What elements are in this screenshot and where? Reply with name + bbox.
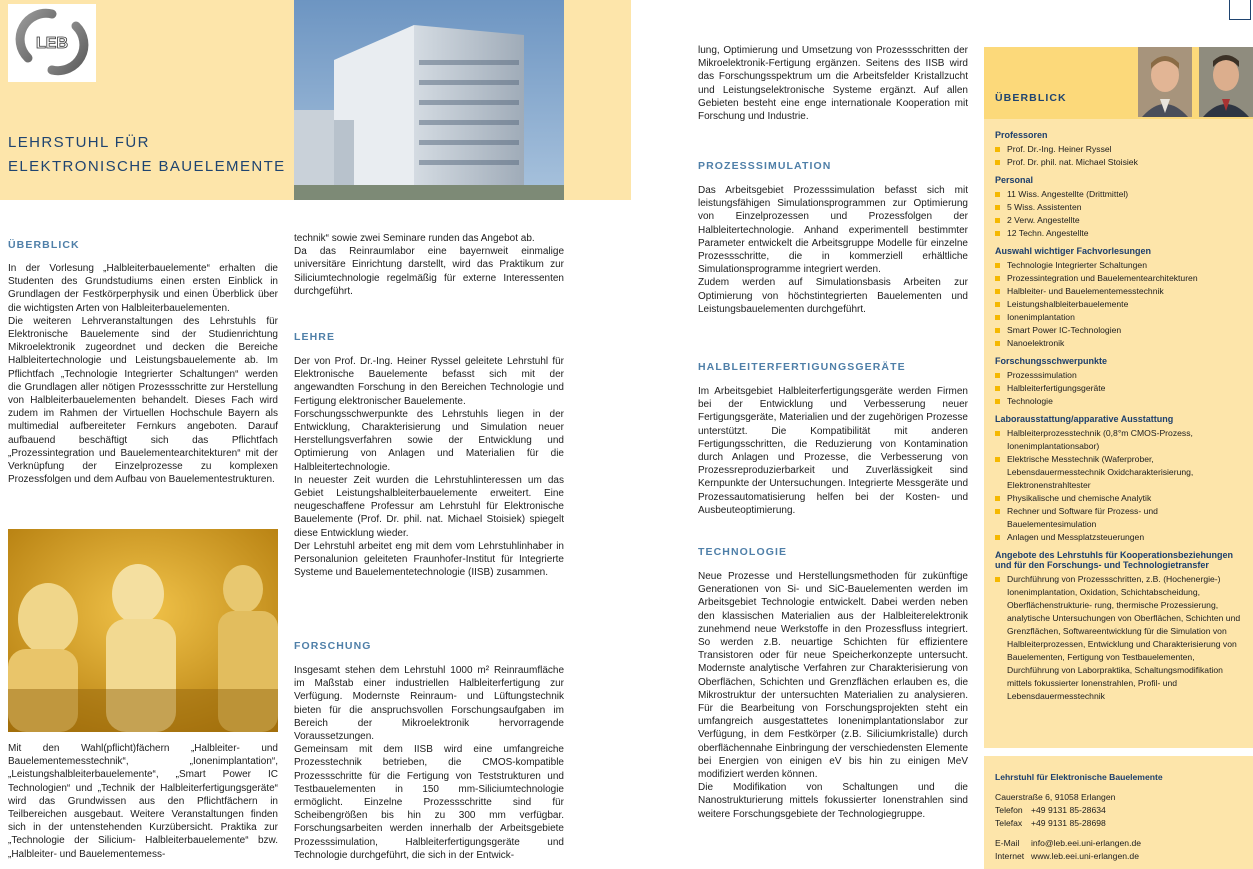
sidebar-list-forschungsschwerpunkte [995,369,1245,408]
section-heading-prozesssimulation: PROZESSSIMULATION [698,160,832,172]
list-item: Prozessintegration und Bauelementearchitekturen [995,272,1245,285]
logo-icon [8,4,96,82]
section-heading-forschung: FORSCHUNG [294,640,372,652]
col2-intro: technik“ sowie zwei Seminare runden das Angebot ab. Da das Reinraumlabor eine bayernweit einmalige universitäre Einrichtung darstellt, wird das Praktikum zur Siliciumtechnologie regelmäßig für externe Interessenten durchgeführt. [294,233,564,297]
logo [8,4,96,82]
list-item: Ionenimplantation [995,311,1245,324]
section-heading-technologie: TECHNOLOGIE [698,546,788,558]
sidebar-content [995,130,1245,709]
portrait-ryssel [1138,47,1192,117]
contact-telefon: Telefon +49 9131 85-28634 [995,805,1106,815]
list-item: Durchführung von Prozessschritten, z.B. (Hochenergie-) Ionenimplantation, Oxidation, Schichtabscheidung, Oberflächenstrukturie- rung, thermische Prozessierung, analytische Untersuchungen von Oberflächen, Schichten und Grenzflächen, Softwareentwicklung für die Simulation von Halbleiterprozessen, Entwicklung und Charakterisierung von Bauelementen, Fertigung von Testbauelementen, Durchführung von Laborpraktika, Schaltungsmodifikation mittels fokussierter Ionenstrahlen, Profil- und Lebensdauermesstechnik [995,573,1245,703]
list-item: Anlagen und Messplatzsteuerungen [995,531,1245,544]
list-item: Technologie [995,395,1245,408]
sidebar-heading-professoren: Professoren [995,130,1048,140]
contact-internet: Internet www.leb.eei.uni-erlangen.de [995,851,1139,861]
list-item: Physikalische und chemische Analytik [995,492,1245,505]
list-item: Technologie Integrierter Schaltungen [995,259,1245,272]
sidebar-title: ÜBERBLICK [995,92,1067,104]
sidebar-list-fachvorlesungen [995,259,1245,350]
list-item: Rechner und Software für Prozess- und Bauelementesimulation [995,505,1245,531]
list-item: 11 Wiss. Angestellte (Drittmittel) [995,188,1245,201]
contact-details [995,771,1245,863]
portrait-stoisiek [1199,47,1253,117]
list-item: Prof. Dr.-Ing. Heiner Ryssel [995,143,1245,156]
list-item: 2 Verw. Angestellte [995,214,1245,227]
col2-forschung-text: Insgesamt stehen dem Lehrstuhl 1000 m² Reinraumfläche im Maßstab einer industriellen Halbleiterfertigung zur Verfügung. Modernste Reinraum- und Lüftungstechnik bieten für die anspruchsvollen Forschungsaufgaben im Bereich der Mikroelektronik hervorragende Voraussetzungen. Gemeinsam mit dem IISB wird eine umfangreiche Prozesstechnik betrieben, die CMOS-kompatible Prozessschritte für die Fertigung von Teststrukturen und Testbauelementen in 150 mm-Siliciumtechnologie ermöglicht. Einzelne Prozessschritte sind für Scheibengrößen bis hin zu 300 mm verfügbar. Forschungsarbeiten werden innerhalb der Arbeitsgebiete Prozesssimulation, Halbleiterfertigungsgeräte und Technologie durchgeführt, die sich in der Entwick- [294,665,564,861]
page-title: LEHRSTUHL FÜR ELEKTRONISCHE BAUELEMENTE [8,134,286,175]
section-heading-geraete: HALBLEITERFERTIGUNGSGERÄTE [698,361,906,373]
section-heading-ueberblick: ÜBERBLICK [8,239,80,251]
sidebar-list-personal [995,188,1245,240]
col3-sim-text: Das Arbeitsgebiet Prozesssimulation befasst sich mit leistungsfähigen Simulationsprogrammen zur Optimierung von Einzelprozessen und Prozessfolgen der Halbleitertechnologie. Anhand experimentell bestimmter Parameter entwickelt die Arbeitsgruppe Modelle für einzelne Prozessschritte, die in kommerziell erhältliche Simulationsprogramme integriert werden. Zudem werden auf Simulationsbasis Arbeiten zur Optimierung von höchstintegrierten Bauelementen und Leistungsbauelementen durchgeführt. [698,185,968,315]
list-item: 12 Techn. Angestellte [995,227,1245,240]
list-item: Halbleiterfertigungsgeräte [995,382,1245,395]
col3-geraete-text: Im Arbeitsgebiet Halbleiterfertigungsgeräte werden Firmen bei der Entwicklung und Verbesserung neuer Fertigungsgeräte, Materialien und der zugehörigen Prozesse unterstützt. Die Kompatibilität mit anderen Fertigungsschritten, die Reduzierung von Kontamination durch Anlagen und Prozesse, die Verbesserung von Prozessreproduzierbarkeit und Zuverlässigkeit sind Kernpunkte der Untersuchungen. Integrierte Messgeräte und Prozessautomatisierung helfen bei der Kosten- und Ausbeuteoptimierung. [698,386,968,516]
sidebar-heading-fachvorlesungen: Auswahl wichtiger Fachvorlesungen [995,246,1152,256]
list-item: Prozesssimulation [995,369,1245,382]
col3-tech-text: Neue Prozesse und Herstellungsmethoden für zukünftige Generationen von Si- und SiC-Bauelementen werden im Arbeitsgebiet Technologie entwickelt. Dabei werden neben den klassischen Materialien aus der Halbleiterelektronik zunehmend neue Werkstoffe in den Prozessfluss integriert. So werden z.B. neuartige Schichten für effizientere Transistoren oder für neue Speicherkonzepte untersucht. Modernste analytische Verfahren zur Charakterisierung von Oberflächen, Schichten und Grenzflächen erlauben es, die Mikrostruktur der untersuchten Materialien zu analysieren. Für die Bearbeitung von Forschungsprojekten steht ein umfangreich ausgestattetes Ionenimplantationslabor zur Verfügung, in dem Festkörper (z.B. Siliciumkristalle) durch oberflächennahe Einbringung der verschiedensten Elemente bei Energien von einigen eV bis hin zu einigen MeV modifiziert werden können. Die Modifikation von Schaltungen und die Nanostrukturierung mittels fokussierter Ionenstrahlen sind weitere Forschungsgebiete der Technologiegruppe. [698,571,968,820]
contact-telefax: Telefax +49 9131 85-28698 [995,818,1106,828]
cleanroom-photo [8,529,278,732]
col1-text-after-photo: Mit den Wahl(pflicht)fächern „Halbleiter- und Bauelementemesstechnik“, „Ionenimplantation“, „Leistungshalbleiterbauelemente“, „Smart Power IC Technologien“ und „Technik der Halbleiterfertigungsgeräte“ wird das Grundwissen aus den Pflichtfächern in Teilbereichen ausgebaut. Weitere Veranstaltungen finden sich in der untenstehenden Kurzübersicht. Praktika zur „Technologie der Silicium- Halbleiterbauelemente“ bzw. „Halbleiter- und Bauelementemess- [8,743,278,860]
sidebar-heading-forschungsschwerpunkte: Forschungsschwerpunkte [995,356,1108,366]
col3-intro: lung, Optimierung und Umsetzung von Prozessschritten der Mikroelektronik-Fertigung ergänzen. Seitens des IISB wird das Forschungsspektrum um die Arbeitsfelder Kristallzucht und Leistungselektronische Systeme ergänzt. Auf allen Gebieten besteht eine enge internationale Kooperation mit Forschung und Industrie. [698,45,968,123]
sidebar-list-angebote [995,573,1245,703]
list-item: Smart Power IC-Technologien [995,324,1245,337]
list-item: Prof. Dr. phil. nat. Michael Stoisiek [995,156,1245,169]
sidebar-heading-angebote: Angebote des Lehrstuhls für Kooperationsbeziehungen und für den Forschungs- und Technologietransfer [995,550,1234,570]
contact-address: Cauerstraße 6, 91058 Erlangen [995,792,1116,802]
col1-text: In der Vorlesung „Halbleiterbauelemente“ erhalten die Studenten des Grundstudiums einen ersten Einblick in Grundlagen der Festkörperphysik und einen Überblick über die wichtigsten Arten von Halbleiterbauelementen. Die weiteren Lehrveranstaltungen des Lehrstuhls für Elektronische Bauelemente sind der Studienrichtung Mikroelektronik zugeordnet und decken die Bereiche Halbleitertechnologie und Leistungsbauelemente ab. Im Pflichtfach „Technologie Integrierter Schaltungen“ werden die Grundlagen aller nötigen Prozessschritte zur Herstellung von Halbleiterbauelementen behandelt. Dieses Fach wird zudem im Rahmen der Virtuellen Hochschule Bayern als multimedial aufbereiteter Fernkurs angeboten. Darauf aufbauend beschäftigt sich das Pflichtfach „Prozessintegration und Bauelementearchitekturen“ mit der Verknüpfung der Einzelprozesse zu komplexen Prozessfolgen und dem Aufbau von Bauelementestrukturen. [8,263,278,486]
sidebar-heading-personal: Personal [995,175,1034,185]
building-photo [294,0,564,200]
email-link[interactable]: info@leb.eei.uni-erlangen.de [1031,838,1142,848]
col2-lehre-text: Der von Prof. Dr.-Ing. Heiner Ryssel geleitete Lehrstuhl für Elektronische Bauelemente befasst sich mit der angewandten Forschung in den Bereichen Technologie und Fertigung elektronischer Bauelemente. Forschungsschwerpunkte des Lehrstuhls liegen in der Entwicklung, Charakterisierung und Simulation neuer Herstellungsverfahren sowie der Entwicklung und Optimierung von Anlagen und Materialien für die Halbleitertechnologie. In neuester Zeit wurden die Lehrstuhlinteressen um das Gebiet Leistungshalbleiterbauelemente erweitert. Eine neugeschaffene Professur am Lehrstuhl für Elektronische Bauelemente (Prof. Dr. phil. nat. Michael Stoisiek) spiegelt diese Entwicklung wieder. Der Lehrstuhl arbeitet eng mit dem vom Lehrstuhlinhaber in Personalunion geleiteten Fraunhofer-Institut für Integrierte Systeme und Bauelementetechnologie (IISB) zusammen. [294,356,564,579]
page-corner-marker [1229,0,1251,20]
list-item: Elektrische Messtechnik (Waferprober, Lebensdauermesstechnik Oxidcharakterisierung, Elektronenstrahltester [995,453,1245,492]
list-item: Leistungshalbleiterbauelemente [995,298,1245,311]
contact-heading: Lehrstuhl für Elektronische Bauelemente [995,772,1163,782]
sidebar-list-laborausstattung [995,427,1245,544]
sidebar-heading-laborausstattung: Laborausstattung/apparative Ausstattung [995,414,1174,424]
section-heading-lehre: LEHRE [294,331,336,343]
list-item: 5 Wiss. Assistenten [995,201,1245,214]
list-item: Halbleiter- und Bauelementemesstechnik [995,285,1245,298]
svg-text:LEB: LEB [36,35,68,52]
contact-email: E-Mail info@leb.eei.uni-erlangen.de [995,838,1142,848]
list-item: Halbleiterprozesstechnik (0,8°m CMOS-Prozess, Ionenimplantationsabor) [995,427,1245,453]
list-item: Nanoelektronik [995,337,1245,350]
website-link[interactable]: www.leb.eei.uni-erlangen.de [1031,851,1139,861]
sidebar-list-professoren [995,143,1245,169]
